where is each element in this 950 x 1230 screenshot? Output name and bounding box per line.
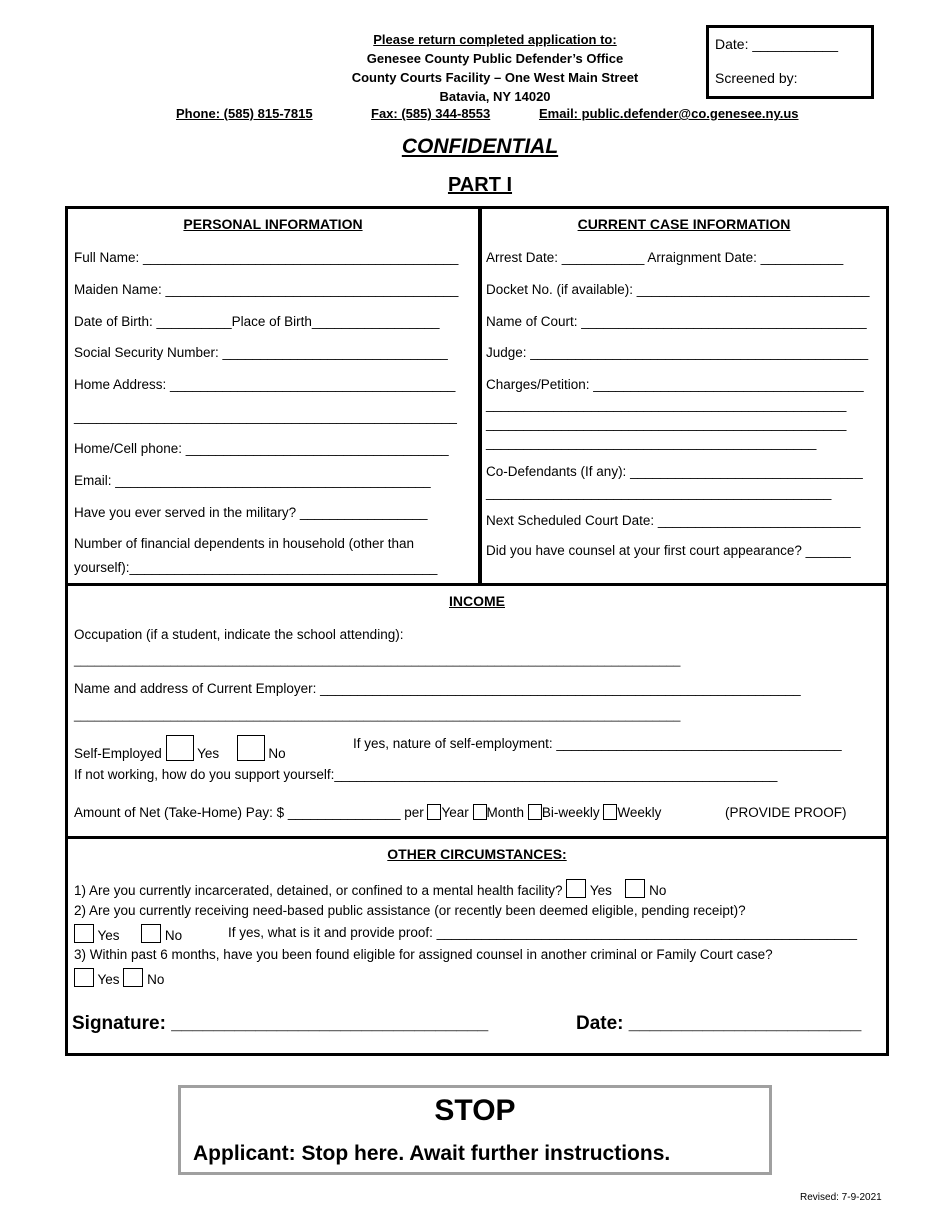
signature-field[interactable]: Signature: ______________________________ (72, 1013, 489, 1034)
screening-date-field[interactable]: Date: ___________ (715, 36, 838, 52)
stop-title: STOP (434, 1094, 516, 1127)
charges-line4[interactable]: ____________________________________________ (486, 435, 817, 450)
q2-no-checkbox[interactable] (141, 924, 161, 943)
charges-field[interactable]: Charges/Petition: ____________________________________ (486, 377, 864, 392)
return-to-heading: Please return completed application to: (373, 32, 617, 47)
counsel-field[interactable]: Did you have counsel at your first court appearance? ______ (486, 543, 851, 558)
other-circumstances-title: OTHER CIRCUMSTANCES: (387, 846, 567, 862)
part-title: PART I (447, 174, 513, 196)
pay-weekly-label: Weekly (617, 805, 662, 820)
confidential-title: CONFIDENTIAL (401, 135, 559, 158)
question-1-text: 1) Are you currently incarcerated, detained, or confined to a mental health facility? (74, 883, 563, 898)
office-city: Batavia, NY 14020 (439, 89, 551, 104)
self-employed-no-label: No (268, 746, 286, 761)
pay-biweekly-label: Bi-weekly (541, 805, 600, 820)
q3-yes-label: Yes (97, 972, 120, 987)
next-court-date-field[interactable]: Next Scheduled Court Date: ___________________________ (486, 513, 861, 528)
column-divider (478, 206, 482, 584)
office-phone: Phone: (585) 815-7815 (176, 106, 313, 121)
codefendants-line2[interactable]: ______________________________________________ (486, 485, 832, 500)
question-3-options (74, 968, 164, 988)
income-title: INCOME (449, 593, 505, 609)
question-2-options (74, 924, 182, 944)
q2-proof-field[interactable]: If yes, what is it and provide proof: ________________________________________________________ (228, 925, 858, 940)
screening-box (706, 25, 874, 99)
pay-weekly-checkbox[interactable] (603, 804, 617, 820)
case-info-title: CURRENT CASE INFORMATION (577, 216, 791, 232)
q1-no-label: No (649, 883, 667, 898)
codefendants-field[interactable]: Co-Defendants (If any): _______________________________ (486, 464, 863, 479)
pay-biweekly-checkbox[interactable] (528, 804, 542, 820)
military-field[interactable]: Have you ever served in the military? _________________ (74, 505, 428, 520)
occupation-field[interactable]: ________________________________________________________________________________________ (74, 653, 681, 667)
self-employed-row (74, 735, 286, 762)
pay-year-label: Year (441, 805, 469, 820)
home-address-line2[interactable]: ___________________________________________________ (74, 409, 457, 424)
office-address: County Courts Facility – One West Main Street (351, 70, 639, 85)
self-employment-nature-field[interactable]: If yes, nature of self-employment: ______________________________________ (353, 736, 842, 751)
birth-field[interactable]: Date of Birth: __________Place of Birth_________________ (74, 314, 440, 329)
q3-no-checkbox[interactable] (123, 968, 143, 987)
stop-notice (178, 1085, 772, 1175)
pay-year-checkbox[interactable] (427, 804, 441, 820)
q1-yes-label: Yes (589, 883, 612, 898)
q1-yes-checkbox[interactable] (566, 879, 586, 898)
office-fax: Fax: (585) 344-8553 (371, 106, 491, 121)
screened-by-field[interactable]: Screened by: (715, 70, 798, 86)
dependents-label: Number of financial dependents in household (other than (74, 536, 414, 551)
employer-field[interactable]: Name and address of Current Employer: ________________________________________________________________ (74, 681, 801, 696)
net-pay-field[interactable]: Amount of Net (Take-Home) Pay: $ _______________ per (74, 805, 424, 820)
provide-proof-note: (PROVIDE PROOF) (725, 805, 847, 820)
q3-yes-checkbox[interactable] (74, 968, 94, 987)
q3-no-label: No (147, 972, 165, 987)
self-employed-no-checkbox[interactable] (237, 735, 265, 761)
charges-line2[interactable]: ________________________________________________ (486, 397, 847, 412)
charges-line3[interactable]: ________________________________________________ (486, 416, 847, 431)
personal-info-title: PERSONAL INFORMATION (183, 216, 363, 232)
pay-month-checkbox[interactable] (473, 804, 487, 820)
question-2-text: 2) Are you currently receiving need-based public assistance (or recently been deemed eligible, pending receipt)? (74, 903, 746, 918)
net-pay-row (74, 804, 661, 821)
court-field[interactable]: Name of Court: ______________________________________ (486, 314, 867, 329)
phone-field[interactable]: Home/Cell phone: ___________________________________ (74, 441, 449, 456)
occupation-label: Occupation (if a student, indicate the school attending): (74, 627, 404, 642)
judge-field[interactable]: Judge: _____________________________________________ (486, 345, 869, 360)
support-field[interactable]: If not working, how do you support yourself:___________________________________________________________ (74, 767, 778, 782)
docket-field[interactable]: Docket No. (if available): _______________________________ (486, 282, 870, 297)
employer-line2[interactable]: ________________________________________________________________________________________ (74, 708, 681, 722)
q2-yes-checkbox[interactable] (74, 924, 94, 943)
pay-month-label: Month (486, 805, 525, 820)
arrest-date-field[interactable]: Arrest Date: ___________ Arraignment Date: ___________ (486, 250, 844, 265)
signature-date-field[interactable]: Date: ______________________ (576, 1013, 862, 1034)
question-3-text: 3) Within past 6 months, have you been found eligible for assigned counsel in another criminal or Family Court case? (74, 947, 773, 962)
q2-no-label: No (164, 928, 183, 943)
self-employed-label: Self-Employed (74, 746, 162, 761)
office-name: Genesee County Public Defender’s Office (366, 51, 624, 66)
maiden-name-field[interactable]: Maiden Name: _______________________________________ (74, 282, 459, 297)
ssn-field[interactable]: Social Security Number: ______________________________ (74, 345, 448, 360)
dependents-field[interactable]: yourself):_________________________________________ (74, 560, 438, 575)
q1-no-checkbox[interactable] (625, 879, 645, 898)
self-employed-yes-label: Yes (197, 746, 220, 761)
email-field[interactable]: Email: __________________________________________ (74, 473, 431, 488)
self-employed-yes-checkbox[interactable] (166, 735, 194, 761)
stop-message: Applicant: Stop here. Await further instructions. (193, 1142, 671, 1165)
office-email: Email: public.defender@co.genesee.ny.us (539, 106, 799, 121)
home-address-field[interactable]: Home Address: ______________________________________ (74, 377, 456, 392)
q2-yes-label: Yes (97, 928, 120, 943)
question-1-row (74, 879, 666, 899)
full-name-field[interactable]: Full Name: __________________________________________ (74, 250, 459, 265)
revision-date: Revised: 7-9-2021 (800, 1192, 882, 1203)
